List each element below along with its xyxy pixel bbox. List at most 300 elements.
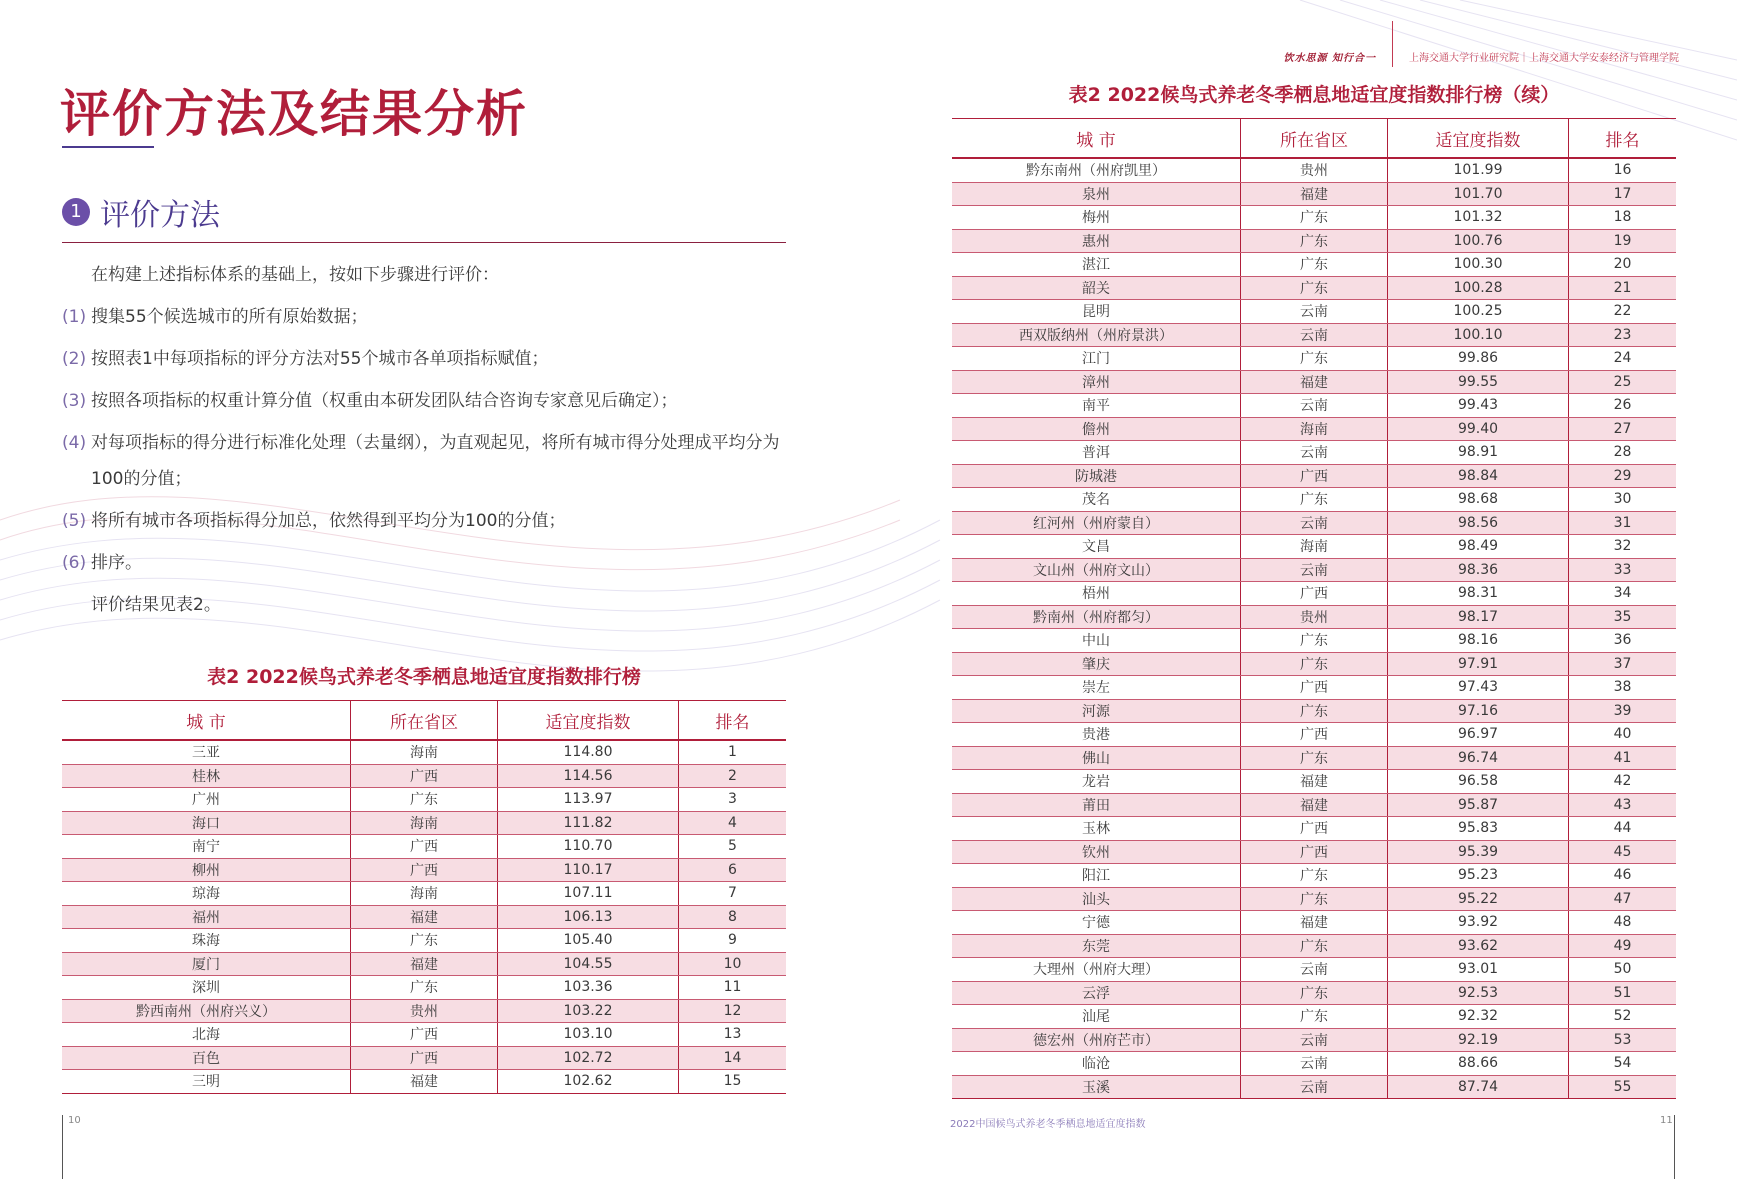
rank-cell: 49 xyxy=(1569,934,1677,958)
table-row xyxy=(952,1028,1676,1052)
index-cell: 96.58 xyxy=(1388,770,1569,794)
step-text: 排序。 xyxy=(91,553,142,573)
section-heading xyxy=(62,190,220,234)
rank-cell: 35 xyxy=(1569,605,1677,629)
publication-title: 2022中国候鸟式养老冬季栖息地适宜度指数 xyxy=(950,1119,1146,1130)
step-item xyxy=(62,428,780,453)
province-cell: 海南 xyxy=(351,811,498,835)
rank-cell: 53 xyxy=(1569,1028,1677,1052)
rank-cell: 1 xyxy=(679,740,787,764)
city-cell: 西双版纳州（州府景洪） xyxy=(952,323,1241,347)
table-row xyxy=(952,158,1676,182)
table-row xyxy=(62,858,786,882)
table-row xyxy=(952,582,1676,606)
index-cell: 98.91 xyxy=(1388,441,1569,465)
table-row xyxy=(952,535,1676,559)
province-cell: 广西 xyxy=(351,1046,498,1070)
city-cell: 桂林 xyxy=(62,764,351,788)
province-cell: 广东 xyxy=(351,976,498,1000)
city-cell: 德宏州（州府芒市） xyxy=(952,1028,1241,1052)
table-row xyxy=(952,793,1676,817)
table-row xyxy=(952,911,1676,935)
index-cell: 105.40 xyxy=(498,929,679,953)
column-header-city: 城 市 xyxy=(62,701,351,741)
province-cell: 广东 xyxy=(1241,206,1388,230)
table-row xyxy=(952,417,1676,441)
province-cell: 云南 xyxy=(1241,1052,1388,1076)
city-cell: 玉林 xyxy=(952,817,1241,841)
province-cell: 广西 xyxy=(1241,723,1388,747)
index-cell: 97.91 xyxy=(1388,652,1569,676)
table-row xyxy=(62,952,786,976)
rank-cell: 46 xyxy=(1569,864,1677,888)
city-cell: 江门 xyxy=(952,347,1241,371)
table-row xyxy=(62,1023,786,1047)
city-cell: 深圳 xyxy=(62,976,351,1000)
city-cell: 大理州（州府大理） xyxy=(952,958,1241,982)
rank-cell: 12 xyxy=(679,999,787,1023)
column-header-index: 适宜度指数 xyxy=(1388,119,1569,159)
province-cell: 广西 xyxy=(351,764,498,788)
section-number-badge: 1 xyxy=(62,198,90,226)
index-cell: 103.22 xyxy=(498,999,679,1023)
university-motto: 饮水思源 知行合一 xyxy=(1283,52,1376,64)
rank-cell: 45 xyxy=(1569,840,1677,864)
table-row xyxy=(62,929,786,953)
city-cell: 福州 xyxy=(62,905,351,929)
table-row xyxy=(952,605,1676,629)
city-cell: 龙岩 xyxy=(952,770,1241,794)
province-cell: 海南 xyxy=(1241,535,1388,559)
section-title: 评价方法 xyxy=(100,198,220,233)
province-cell: 云南 xyxy=(1241,1075,1388,1099)
step-item xyxy=(62,548,142,573)
city-cell: 惠州 xyxy=(952,229,1241,253)
city-cell: 莆田 xyxy=(952,793,1241,817)
city-cell: 三亚 xyxy=(62,740,351,764)
table-row xyxy=(952,276,1676,300)
city-cell: 三明 xyxy=(62,1070,351,1094)
index-cell: 100.10 xyxy=(1388,323,1569,347)
index-cell: 103.36 xyxy=(498,976,679,1000)
city-cell: 肇庆 xyxy=(952,652,1241,676)
province-cell: 广东 xyxy=(1241,981,1388,1005)
province-cell: 云南 xyxy=(1241,958,1388,982)
rank-cell: 41 xyxy=(1569,746,1677,770)
table-row xyxy=(952,629,1676,653)
province-cell: 广西 xyxy=(1241,464,1388,488)
city-cell: 南平 xyxy=(952,394,1241,418)
rank-cell: 7 xyxy=(679,882,787,906)
city-cell: 汕头 xyxy=(952,887,1241,911)
index-cell: 100.30 xyxy=(1388,253,1569,277)
index-cell: 113.97 xyxy=(498,788,679,812)
city-cell: 琼海 xyxy=(62,882,351,906)
rank-cell: 2 xyxy=(679,764,787,788)
index-cell: 99.86 xyxy=(1388,347,1569,371)
rank-cell: 34 xyxy=(1569,582,1677,606)
column-header-province: 所在省区 xyxy=(351,701,498,741)
index-cell: 102.62 xyxy=(498,1070,679,1094)
table-row xyxy=(952,981,1676,1005)
rank-cell: 52 xyxy=(1569,1005,1677,1029)
city-cell: 漳州 xyxy=(952,370,1241,394)
page-header xyxy=(1284,33,1679,79)
index-cell: 99.43 xyxy=(1388,394,1569,418)
rank-cell: 14 xyxy=(679,1046,787,1070)
province-cell: 福建 xyxy=(1241,182,1388,206)
table-row xyxy=(952,676,1676,700)
index-cell: 100.76 xyxy=(1388,229,1569,253)
city-cell: 湛江 xyxy=(952,253,1241,277)
city-cell: 梅州 xyxy=(952,206,1241,230)
province-cell: 广东 xyxy=(1241,746,1388,770)
index-cell: 95.83 xyxy=(1388,817,1569,841)
city-cell: 南宁 xyxy=(62,835,351,859)
city-cell: 崇左 xyxy=(952,676,1241,700)
index-cell: 98.16 xyxy=(1388,629,1569,653)
province-cell: 广东 xyxy=(1241,1005,1388,1029)
table-row xyxy=(62,905,786,929)
rank-cell: 39 xyxy=(1569,699,1677,723)
table-row xyxy=(952,323,1676,347)
rank-cell: 27 xyxy=(1569,417,1677,441)
footer-line-left xyxy=(62,1115,63,1179)
step-text: 按照表1中每项指标的评分方法对55个城市各单项指标赋值； xyxy=(91,349,549,369)
province-cell: 云南 xyxy=(1241,394,1388,418)
province-cell: 广东 xyxy=(1241,229,1388,253)
province-cell: 云南 xyxy=(1241,1028,1388,1052)
result-note: 评价结果见表2。 xyxy=(91,595,221,615)
city-cell: 河源 xyxy=(952,699,1241,723)
rank-cell: 32 xyxy=(1569,535,1677,559)
rank-cell: 30 xyxy=(1569,488,1677,512)
table-row xyxy=(952,441,1676,465)
table-row xyxy=(952,488,1676,512)
province-cell: 广西 xyxy=(1241,676,1388,700)
step-text: 将所有城市各项指标得分加总，依然得到平均分为100的分值； xyxy=(91,511,566,531)
table-row xyxy=(952,464,1676,488)
column-header-city: 城 市 xyxy=(952,119,1241,159)
rank-cell: 3 xyxy=(679,788,787,812)
table-row xyxy=(952,1075,1676,1099)
column-header-index: 适宜度指数 xyxy=(498,701,679,741)
rank-cell: 23 xyxy=(1569,323,1677,347)
rank-cell: 22 xyxy=(1569,300,1677,324)
rank-cell: 24 xyxy=(1569,347,1677,371)
city-cell: 黔西南州（州府兴义） xyxy=(62,999,351,1023)
rank-cell: 11 xyxy=(679,976,787,1000)
table-row xyxy=(952,370,1676,394)
step-number: (2) xyxy=(62,349,87,369)
province-cell: 广东 xyxy=(1241,887,1388,911)
page-number-right: 11 xyxy=(1660,1115,1673,1126)
index-cell: 101.99 xyxy=(1388,158,1569,182)
province-cell: 广西 xyxy=(351,1023,498,1047)
table-row xyxy=(62,740,786,764)
rank-cell: 21 xyxy=(1569,276,1677,300)
province-cell: 广东 xyxy=(1241,652,1388,676)
city-cell: 文昌 xyxy=(952,535,1241,559)
city-cell: 贵港 xyxy=(952,723,1241,747)
province-cell: 贵州 xyxy=(1241,158,1388,182)
province-cell: 云南 xyxy=(1241,300,1388,324)
ranking-table-left xyxy=(62,700,786,1094)
city-cell: 佛山 xyxy=(952,746,1241,770)
ranking-table-right xyxy=(952,118,1676,1099)
city-cell: 汕尾 xyxy=(952,1005,1241,1029)
rank-cell: 10 xyxy=(679,952,787,976)
index-cell: 111.82 xyxy=(498,811,679,835)
table-row xyxy=(952,840,1676,864)
index-cell: 114.80 xyxy=(498,740,679,764)
province-cell: 广西 xyxy=(351,835,498,859)
table-header-row xyxy=(952,119,1676,159)
step-text: 搜集55个候选城市的所有原始数据； xyxy=(91,307,368,327)
title-underline xyxy=(62,146,154,148)
index-cell: 98.84 xyxy=(1388,464,1569,488)
city-cell: 宁德 xyxy=(952,911,1241,935)
rank-cell: 25 xyxy=(1569,370,1677,394)
index-cell: 100.28 xyxy=(1388,276,1569,300)
table-row xyxy=(952,746,1676,770)
index-cell: 99.40 xyxy=(1388,417,1569,441)
table-row xyxy=(952,699,1676,723)
rank-cell: 16 xyxy=(1569,158,1677,182)
province-cell: 云南 xyxy=(1241,558,1388,582)
rank-cell: 37 xyxy=(1569,652,1677,676)
province-cell: 海南 xyxy=(1241,417,1388,441)
rank-cell: 9 xyxy=(679,929,787,953)
table-row xyxy=(62,976,786,1000)
city-cell: 防城港 xyxy=(952,464,1241,488)
step-text: 对每项指标的得分进行标准化处理（去量纲），为直观起见，将所有城市得分处理成平均分为 xyxy=(91,433,780,453)
city-cell: 韶关 xyxy=(952,276,1241,300)
index-cell: 97.16 xyxy=(1388,699,1569,723)
province-cell: 福建 xyxy=(351,905,498,929)
province-cell: 广东 xyxy=(1241,276,1388,300)
rank-cell: 42 xyxy=(1569,770,1677,794)
index-cell: 87.74 xyxy=(1388,1075,1569,1099)
index-cell: 95.22 xyxy=(1388,887,1569,911)
province-cell: 广东 xyxy=(1241,864,1388,888)
province-cell: 广西 xyxy=(351,858,498,882)
city-cell: 海口 xyxy=(62,811,351,835)
province-cell: 广西 xyxy=(1241,817,1388,841)
table-row xyxy=(62,788,786,812)
city-cell: 红河州（州府蒙自） xyxy=(952,511,1241,535)
index-cell: 95.39 xyxy=(1388,840,1569,864)
city-cell: 云浮 xyxy=(952,981,1241,1005)
step-number: (4) xyxy=(62,433,87,453)
step-number: (6) xyxy=(62,553,87,573)
institutes-label: 上海交通大学行业研究院｜上海交通大学安泰经济与管理学院 xyxy=(1409,52,1679,64)
province-cell: 广东 xyxy=(1241,253,1388,277)
city-cell: 百色 xyxy=(62,1046,351,1070)
index-cell: 93.01 xyxy=(1388,958,1569,982)
rank-cell: 38 xyxy=(1569,676,1677,700)
province-cell: 广西 xyxy=(1241,840,1388,864)
rank-cell: 36 xyxy=(1569,629,1677,653)
rank-cell: 47 xyxy=(1569,887,1677,911)
rank-cell: 26 xyxy=(1569,394,1677,418)
index-cell: 92.19 xyxy=(1388,1028,1569,1052)
index-cell: 103.10 xyxy=(498,1023,679,1047)
province-cell: 福建 xyxy=(1241,911,1388,935)
city-cell: 中山 xyxy=(952,629,1241,653)
city-cell: 阳江 xyxy=(952,864,1241,888)
step-item xyxy=(62,506,565,531)
province-cell: 云南 xyxy=(1241,511,1388,535)
index-cell: 104.55 xyxy=(498,952,679,976)
rank-cell: 51 xyxy=(1569,981,1677,1005)
rank-cell: 13 xyxy=(679,1023,787,1047)
table-row xyxy=(952,394,1676,418)
province-cell: 云南 xyxy=(1241,323,1388,347)
table-row xyxy=(952,652,1676,676)
index-cell: 98.36 xyxy=(1388,558,1569,582)
province-cell: 广东 xyxy=(1241,347,1388,371)
index-cell: 100.25 xyxy=(1388,300,1569,324)
province-cell: 福建 xyxy=(1241,370,1388,394)
table-row xyxy=(952,770,1676,794)
footer-line-right xyxy=(1674,1115,1675,1179)
table-row xyxy=(952,206,1676,230)
city-cell: 文山州（州府文山） xyxy=(952,558,1241,582)
city-cell: 东莞 xyxy=(952,934,1241,958)
city-cell: 茂名 xyxy=(952,488,1241,512)
table-row xyxy=(952,229,1676,253)
table-row xyxy=(952,934,1676,958)
rank-cell: 20 xyxy=(1569,253,1677,277)
table-header-row xyxy=(62,701,786,741)
index-cell: 101.70 xyxy=(1388,182,1569,206)
table-row xyxy=(952,511,1676,535)
city-cell: 梧州 xyxy=(952,582,1241,606)
index-cell: 96.97 xyxy=(1388,723,1569,747)
table-row xyxy=(952,887,1676,911)
province-cell: 海南 xyxy=(351,882,498,906)
city-cell: 厦门 xyxy=(62,952,351,976)
index-cell: 98.17 xyxy=(1388,605,1569,629)
province-cell: 广东 xyxy=(1241,629,1388,653)
step-item xyxy=(62,386,678,411)
rank-cell: 55 xyxy=(1569,1075,1677,1099)
section-divider xyxy=(62,242,786,243)
rank-cell: 43 xyxy=(1569,793,1677,817)
rank-cell: 48 xyxy=(1569,911,1677,935)
index-cell: 93.62 xyxy=(1388,934,1569,958)
city-cell: 北海 xyxy=(62,1023,351,1047)
rank-cell: 54 xyxy=(1569,1052,1677,1076)
table-row xyxy=(62,1046,786,1070)
index-cell: 93.92 xyxy=(1388,911,1569,935)
index-cell: 110.17 xyxy=(498,858,679,882)
page-title: 评价方法及结果分析 xyxy=(60,85,528,143)
province-cell: 广东 xyxy=(1241,934,1388,958)
rank-cell: 4 xyxy=(679,811,787,835)
province-cell: 广东 xyxy=(351,929,498,953)
table-row xyxy=(62,1070,786,1094)
table-row xyxy=(62,999,786,1023)
intro-text: 在构建上述指标体系的基础上，按如下步骤进行评价： xyxy=(91,265,499,285)
column-header-rank: 排名 xyxy=(1569,119,1677,159)
index-cell: 101.32 xyxy=(1388,206,1569,230)
page-number-left: 10 xyxy=(68,1115,81,1126)
table-row xyxy=(952,182,1676,206)
rank-cell: 40 xyxy=(1569,723,1677,747)
rank-cell: 18 xyxy=(1569,206,1677,230)
rank-cell: 31 xyxy=(1569,511,1677,535)
index-cell: 102.72 xyxy=(498,1046,679,1070)
step-number: (1) xyxy=(62,307,87,327)
index-cell: 107.11 xyxy=(498,882,679,906)
province-cell: 贵州 xyxy=(351,999,498,1023)
city-cell: 珠海 xyxy=(62,929,351,953)
province-cell: 广西 xyxy=(1241,582,1388,606)
province-cell: 海南 xyxy=(351,740,498,764)
table-row xyxy=(62,764,786,788)
table-row xyxy=(952,253,1676,277)
index-cell: 110.70 xyxy=(498,835,679,859)
step-number: (3) xyxy=(62,391,87,411)
table-row xyxy=(952,723,1676,747)
step-item-continued xyxy=(62,464,191,489)
table-row xyxy=(952,347,1676,371)
step-text: 按照各项指标的权重计算分值（权重由本研发团队结合咨询专家意见后确定）； xyxy=(91,391,678,411)
table-row xyxy=(952,864,1676,888)
city-cell: 黔东南州（州府凯里） xyxy=(952,158,1241,182)
index-cell: 98.56 xyxy=(1388,511,1569,535)
rank-cell: 6 xyxy=(679,858,787,882)
rank-cell: 29 xyxy=(1569,464,1677,488)
header-divider xyxy=(1392,21,1393,67)
index-cell: 88.66 xyxy=(1388,1052,1569,1076)
province-cell: 福建 xyxy=(1241,770,1388,794)
city-cell: 临沧 xyxy=(952,1052,1241,1076)
index-cell: 96.74 xyxy=(1388,746,1569,770)
index-cell: 114.56 xyxy=(498,764,679,788)
city-cell: 儋州 xyxy=(952,417,1241,441)
rank-cell: 15 xyxy=(679,1070,787,1094)
city-cell: 玉溪 xyxy=(952,1075,1241,1099)
index-cell: 95.23 xyxy=(1388,864,1569,888)
index-cell: 106.13 xyxy=(498,905,679,929)
table-row xyxy=(62,882,786,906)
city-cell: 泉州 xyxy=(952,182,1241,206)
city-cell: 广州 xyxy=(62,788,351,812)
table-row xyxy=(952,558,1676,582)
index-cell: 92.32 xyxy=(1388,1005,1569,1029)
column-header-rank: 排名 xyxy=(679,701,787,741)
table-row xyxy=(952,958,1676,982)
province-cell: 福建 xyxy=(351,952,498,976)
city-cell: 普洱 xyxy=(952,441,1241,465)
city-cell: 柳州 xyxy=(62,858,351,882)
province-cell: 贵州 xyxy=(1241,605,1388,629)
rank-cell: 50 xyxy=(1569,958,1677,982)
city-cell: 昆明 xyxy=(952,300,1241,324)
city-cell: 钦州 xyxy=(952,840,1241,864)
index-cell: 98.31 xyxy=(1388,582,1569,606)
rank-cell: 17 xyxy=(1569,182,1677,206)
table-row xyxy=(62,835,786,859)
rank-cell: 19 xyxy=(1569,229,1677,253)
city-cell: 黔南州（州府都匀） xyxy=(952,605,1241,629)
province-cell: 福建 xyxy=(351,1070,498,1094)
table-row xyxy=(952,817,1676,841)
rank-cell: 33 xyxy=(1569,558,1677,582)
